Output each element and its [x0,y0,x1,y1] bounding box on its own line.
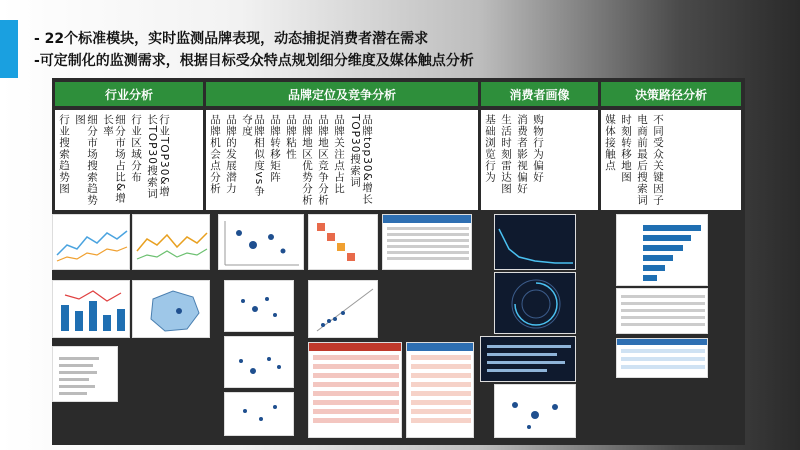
item-consumer-1: 基础浏览行为 [484,114,496,183]
thumb-brand-matrix [308,214,378,270]
thumb-industry-trend [52,214,130,270]
item-consumer-2: 生活时刻雷达图 [500,114,512,195]
item-industry-3: 细分市场占比&增长率 [102,114,126,204]
decision-items [601,110,741,210]
item-brand-6: 品牌地区优势分析 [301,114,313,206]
item-industry-2: 细分市场搜索趋势图 [74,114,98,206]
item-brand-8: 品牌关注点占比 [333,114,345,195]
brand-items [206,110,478,210]
consumer-items [481,110,598,210]
item-brand-4: 品牌转移矩阵 [269,114,281,183]
thumb-industry-segment [132,214,210,270]
thumb-decision-keyfactor [616,338,708,378]
thumb-brand-heat-table-2 [406,342,474,438]
item-decision-2: 时刻转移地图 [620,114,632,183]
thumb-industry-top30 [52,346,118,402]
item-industry-1: 行业搜索趋势图 [58,114,70,195]
thumb-brand-scatter-d [224,392,294,436]
item-industry-5: 行业TOP30&增长TOP30搜索词 [146,114,170,200]
thumb-industry-share [52,280,130,338]
item-brand-1: 品牌机会点分析 [209,114,221,195]
item-brand-5: 品牌粘性 [285,114,297,160]
item-brand-9: 品牌top30&增长TOP30搜索词 [349,114,373,205]
thumb-consumer-media [480,336,576,382]
thumb-consumer-radar [494,272,576,334]
item-consumer-4: 购物行为偏好 [532,114,544,183]
thumb-brand-scatter-c [224,336,294,388]
item-brand-7: 品牌地区竞争分析 [317,114,329,206]
item-brand-2: 品牌的发展潜力 [225,114,237,195]
accent-bar [0,20,18,78]
thumb-brand-scatter-b [308,280,378,338]
item-decision-4: 不同受众关键因子 [652,114,664,206]
item-decision-3: 电商前最后搜索词 [636,114,648,206]
item-industry-4: 行业区域分布 [130,114,142,183]
section-header-consumer: 消费者画像 [481,82,598,106]
section-header-brand: 品牌定位及竞争分析 [206,82,478,106]
thumb-brand-table [382,214,472,270]
thumb-brand-heat-table [308,342,402,438]
thumb-decision-touchpoint [616,214,708,286]
bullet-2: -可定制化的监测需求，根据目标受众特点规划细分维度及媒体触点分析 [34,53,474,69]
industry-items [55,110,203,210]
thumb-brand-scatter-a [224,280,294,332]
thumb-consumer-browse [494,214,576,270]
thumb-consumer-shopping [494,384,576,438]
bullet-list [34,28,474,72]
section-header-decision: 决策路径分析 [601,82,741,106]
item-consumer-3: 消费者影视偏好 [516,114,528,195]
item-decision-1: 媒体接触点 [604,114,616,172]
bullet-1: - 22个标准模块，实时监测品牌表现，动态捕捉消费者潜在需求 [34,31,429,47]
section-header-industry: 行业分析 [55,82,203,106]
thumb-brand-opportunity [218,214,304,270]
thumb-industry-map [132,280,210,338]
thumb-decision-table [616,288,708,334]
item-brand-3: 品牌相似度vs争夺度 [241,114,265,197]
